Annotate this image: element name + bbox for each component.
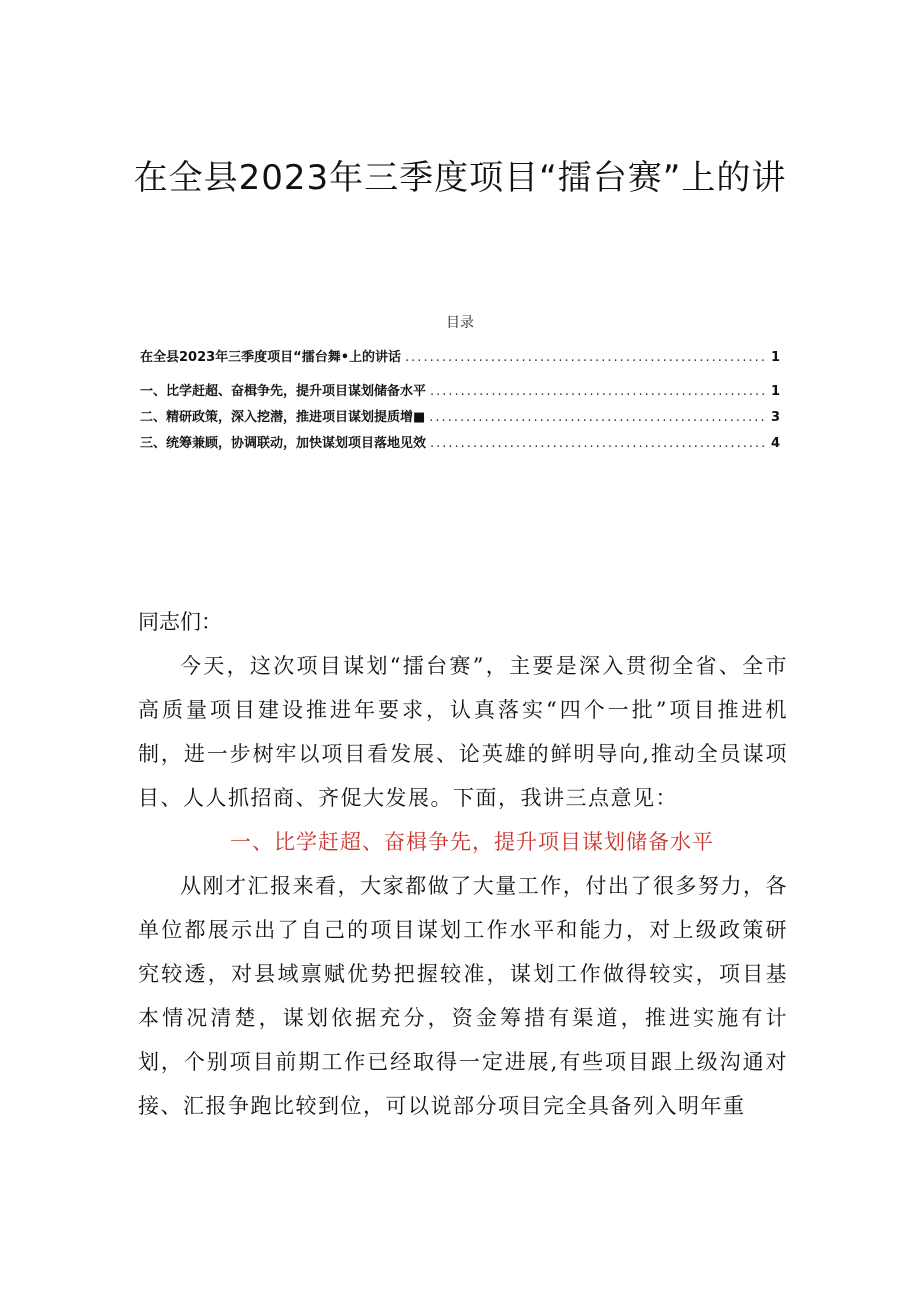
toc-leader-dots: [429, 405, 767, 431]
toc-entry-page: 1: [770, 384, 780, 399]
table-of-contents: [140, 345, 780, 457]
toc-entry-text: 二、精研政策，深入挖潜，推进项目谋划提质增■: [140, 410, 426, 425]
toc-entry-section-3[interactable]: [140, 431, 780, 457]
toc-entry-text: 一、比学赶超、奋楫争先，提升项目谋划储备水平: [140, 384, 427, 399]
toc-entry-page: 4: [770, 436, 780, 451]
section-heading-1: 一、比学赶超、奋楫争先，提升项目谋划储备水平: [230, 830, 714, 854]
toc-entry-page: 3: [770, 410, 780, 425]
document-title: 在全县2023年三季度项目“擂台赛”上的讲: [133, 158, 787, 198]
paragraph-intro: 今天，这次项目谋划“擂台赛”，主要是深入贯彻全省、全市高质量项目建设推进年要求，认真落实“四个一批”项目推进机制，进一步树牢以项目看发展、论英雄的鲜明导向,推动全员谋项目、人人抓招商、齐促大发展。下面，我讲三点意见：: [138, 654, 788, 810]
speech-body: [138, 600, 788, 1128]
toc-entry-text: 在全县2023年三季度项目“擂台舞•上的讲话: [140, 350, 402, 365]
toc-leader-dots: [430, 431, 767, 457]
toc-leader-dots: [430, 379, 767, 405]
toc-entry-page: 1: [770, 350, 780, 365]
toc-entry-section-2[interactable]: [140, 405, 780, 431]
toc-entry-text: 三、统筹兼顾，协调联动，加快谋划项目落地见效: [140, 436, 427, 451]
paragraph-section-1: 从刚才汇报来看，大家都做了大量工作，付出了很多努力，各单位都展示出了自己的项目谋划工作水平和能力，对上级政策研究较透，对县域禀赋优势把握较准，谋划工作做得较实，项目基本情况清楚，谋划依据充分，资金筹措有渠道，推进实施有计划，个别项目前期工作已经取得一定进展,有些项目跟上级沟通对接、汇报争跑比较到位，可以说部分项目完全具备列入明年重: [138, 874, 788, 1118]
salutation: 同志们：: [138, 610, 222, 634]
toc-leader-dots: [405, 345, 767, 371]
toc-entry-section-1[interactable]: [140, 379, 780, 405]
toc-heading: 目录: [446, 315, 474, 331]
toc-entry-title[interactable]: [140, 345, 780, 371]
